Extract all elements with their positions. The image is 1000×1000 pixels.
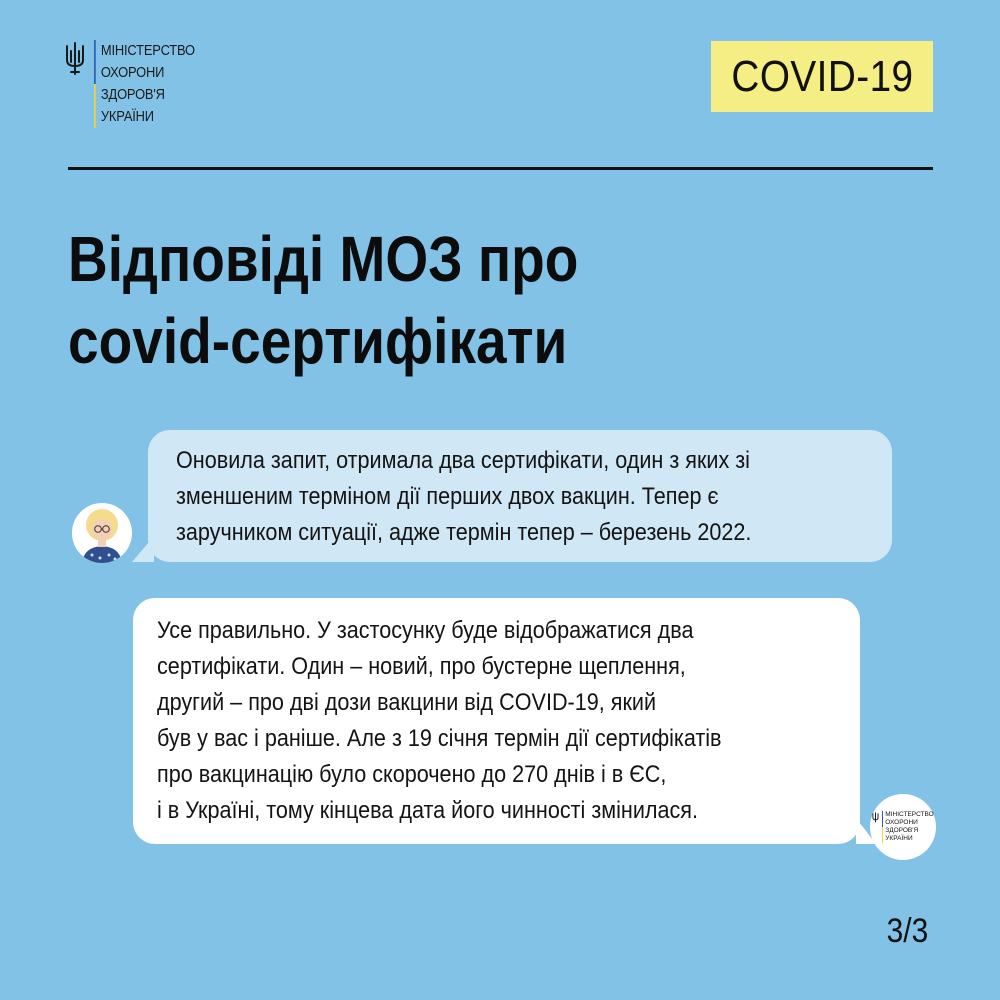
page-title-line: Відповіді МОЗ про xyxy=(68,223,579,295)
ministry-name xyxy=(94,40,211,128)
ministry-name-line: МІНІСТЕРСТВО xyxy=(94,40,195,62)
page-number: 3/3 xyxy=(886,912,928,950)
answer-text-line: Усе правильно. У застосунку буде відображатися два xyxy=(157,617,694,644)
user-avatar xyxy=(72,503,132,563)
question-bubble xyxy=(148,430,892,562)
answer-text-line: був у вас і раніше. Але з 19 січня термін дії сертифікатів xyxy=(157,725,722,752)
moz-avatar-text: ЗДОРОВ'Я xyxy=(882,827,933,835)
moz-logo-icon xyxy=(872,811,933,843)
answer-text-line: про вакцинацію було скорочено до 270 днів і в ЄС, xyxy=(157,761,667,788)
trident-icon xyxy=(872,812,879,823)
answer-text-line: і в Україні, тому кінцева дата його чинності змінилася. xyxy=(157,797,699,824)
woman-avatar-icon xyxy=(72,503,132,563)
covid-badge xyxy=(711,41,933,112)
trident-icon xyxy=(64,42,86,76)
question-text-line: Оновила запит, отримала два сертифікати, один з яких зі xyxy=(176,447,750,474)
ministry-name-line: ЗДОРОВ'Я xyxy=(94,84,195,106)
answer-bubble xyxy=(133,598,860,844)
page-title xyxy=(68,218,808,382)
question-text-line: зменшеним терміном дії перших двох вакцин. Тепер є xyxy=(176,483,719,510)
ministry-logo xyxy=(64,40,211,128)
ministry-name-line: УКРАЇНИ xyxy=(94,106,195,128)
question-text-line: заручником ситуації, адже термін тепер – березень 2022. xyxy=(176,519,752,546)
answer-text-line: другий – про дві дози вакцини від COVID-19, який xyxy=(157,689,657,716)
moz-avatar-text: ОХОРОНИ xyxy=(882,819,933,827)
ministry-name-line: ОХОРОНИ xyxy=(94,62,195,84)
question-bubble-tail xyxy=(132,536,154,562)
moz-avatar-text: МІНІСТЕРСТВО xyxy=(882,811,933,819)
page-title-line: covid-сертифікати xyxy=(68,305,568,377)
moz-avatar xyxy=(870,794,936,860)
covid-badge-label: COVID-19 xyxy=(730,51,914,101)
header-divider xyxy=(68,167,933,170)
answer-text-line: сертифікати. Один – новий, про бустерне щеплення, xyxy=(157,653,686,680)
moz-avatar-text: УКРАЇНИ xyxy=(882,835,933,843)
